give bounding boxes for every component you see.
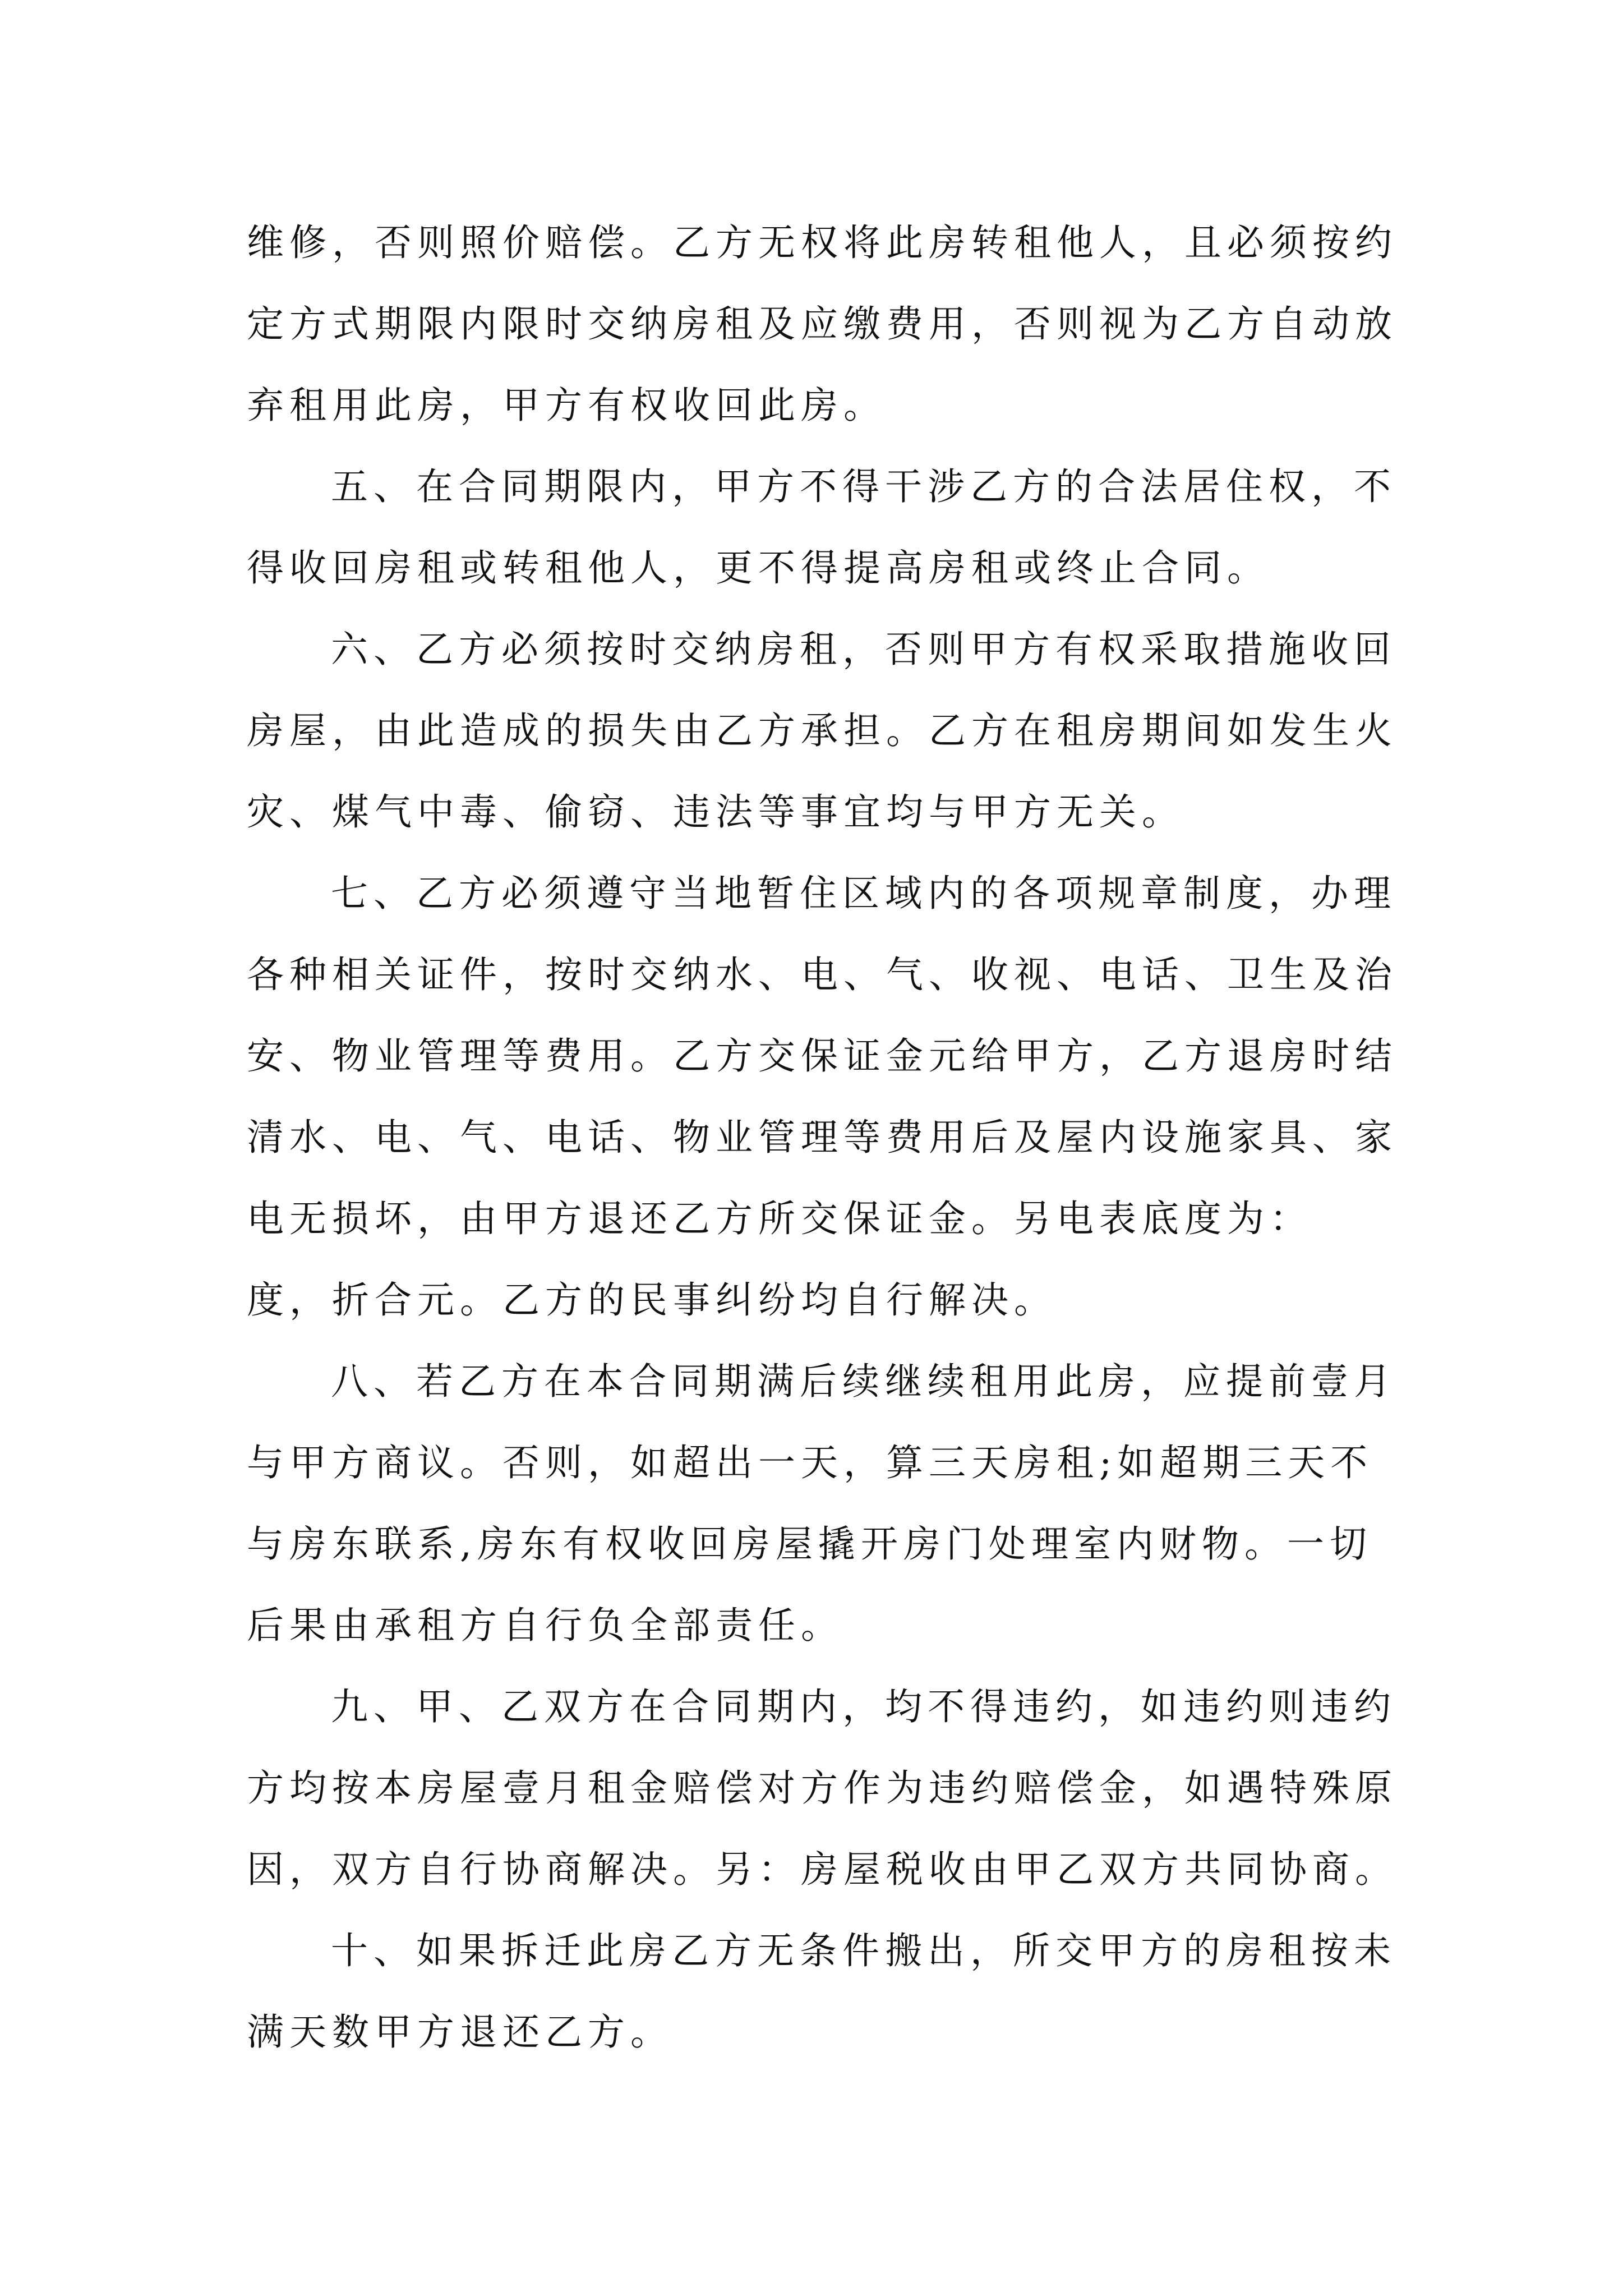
paragraph-continuation: 维修，否则照价赔偿。乙方无权将此房转租他人，且必须按约定方式期限内限时交纳房租及应缴费用，否则视为乙方自动放弃租用此房，甲方有权收回此房。 — [247, 221, 1398, 427]
paragraph-clause-10: 十、如果拆迁此房乙方无条件搬出，所交甲方的房租按未满天数甲方退还乙方。 — [247, 1929, 1396, 2054]
paragraph-clause-5: 五、在合同期限内，甲方不得干涉乙方的合法居住权，不得收回房租或转租他人，更不得提高房租或终止合同。 — [247, 465, 1396, 590]
paragraph-clause-7: 七、乙方必须遵守当地暂住区域内的各项规章制度，办理各种相关证件，按时交纳水、电、气、收视、电话、卫生及治安、物业管理等费用。乙方交保证金元给甲方，乙方退房时结清水、电、气、电话、物业管理等费用后及屋内设施家具、家电无损坏，由甲方退还乙方所交保证金。另电表底度为： 度，折合元。乙方的民事纠纷均自行解决。 — [247, 872, 1398, 1322]
paragraph-clause-6: 六、乙方必须按时交纳房租，否则甲方有权采取措施收回房屋，由此造成的损失由乙方承担。乙方在租房期间如发生火灾、煤气中毒、偷窃、违法等事宜均与甲方无关。 — [247, 628, 1398, 834]
paragraph-clause-8: 八、若乙方在本合同期满后续继续租用此房，应提前壹月与甲方商议。否则，如超出一天，算三天房租;如超期三天不与房东联系,房东有权收回房屋撬开房门处理室内财物。一切后果由承租方自行负全部责任。 — [247, 1360, 1396, 1647]
paragraph-clause-9: 九、甲、乙双方在合同期内，均不得违约，如违约则违约方均按本房屋壹月租金赔偿对方作为违约赔偿金，如遇特殊原因，双方自行协商解决。另：房屋税收由甲乙双方共同协商。 — [247, 1685, 1398, 1891]
document-body — [247, 202, 1413, 2073]
